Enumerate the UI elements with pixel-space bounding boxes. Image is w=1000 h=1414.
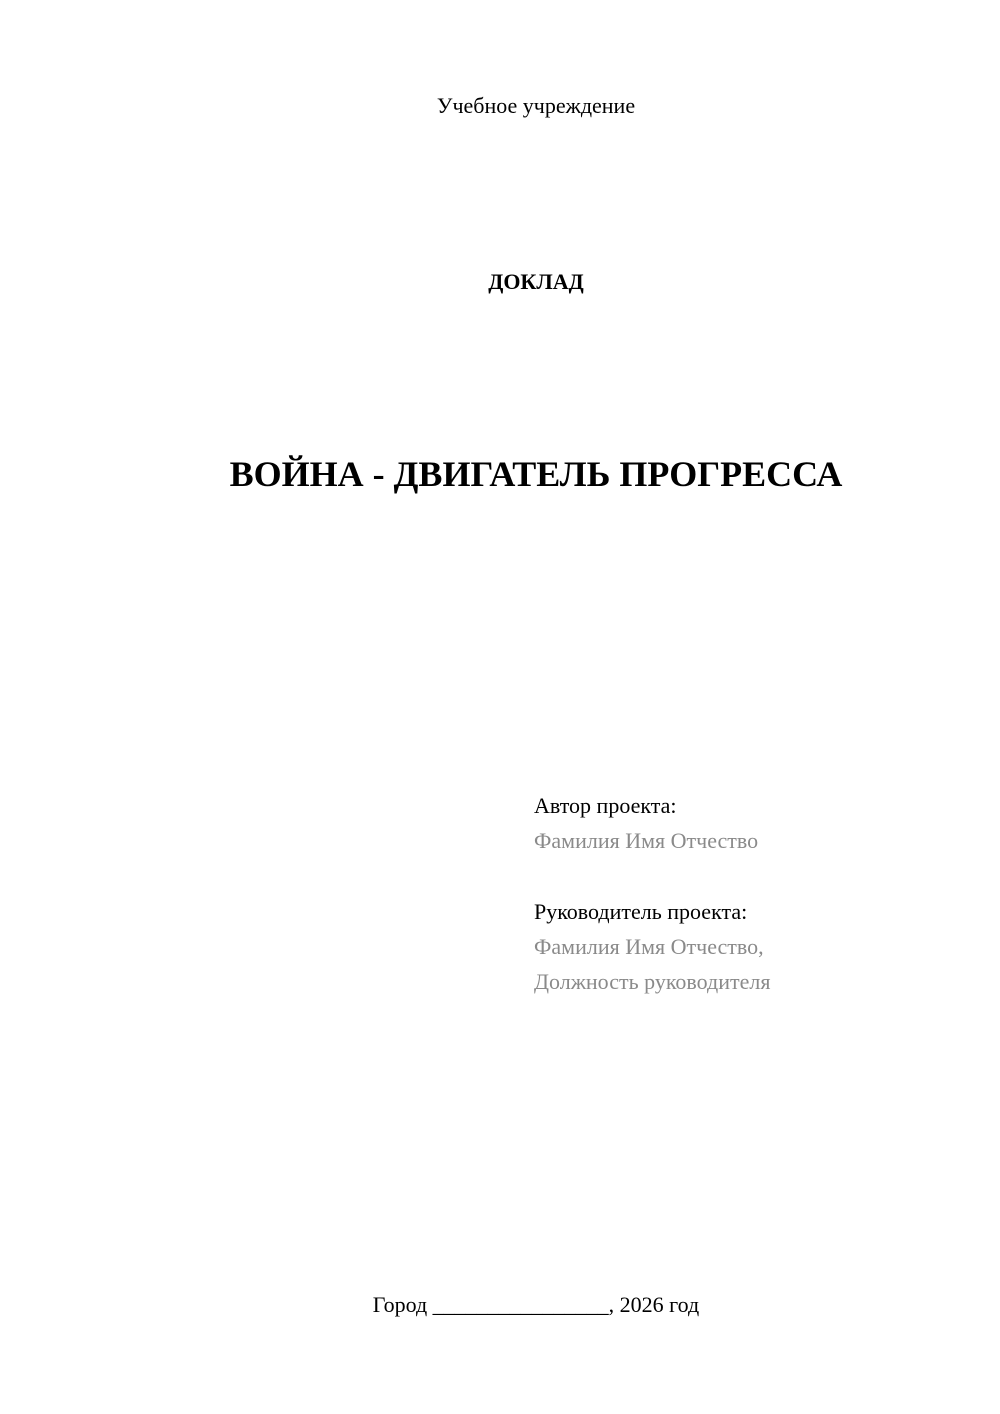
city-year-line: Город ________________, 2026 год [372, 1292, 700, 1317]
author-label: Автор проекта: [534, 793, 677, 818]
author-name: Фамилия Имя Отчество [534, 828, 759, 853]
authors-block [534, 788, 974, 999]
document-type: ДОКЛАД [488, 269, 584, 294]
institution-name: Учебное учреждение [436, 93, 636, 118]
document-title: ВОЙНА - ДВИГАТЕЛЬ ПРОГРЕССА [229, 454, 843, 494]
supervisor-label: Руководитель проекта: [534, 899, 748, 924]
authors-spacer [534, 858, 974, 894]
supervisor-name: Фамилия Имя Отчество, [534, 934, 764, 959]
supervisor-position: Должность руководителя [534, 969, 771, 994]
